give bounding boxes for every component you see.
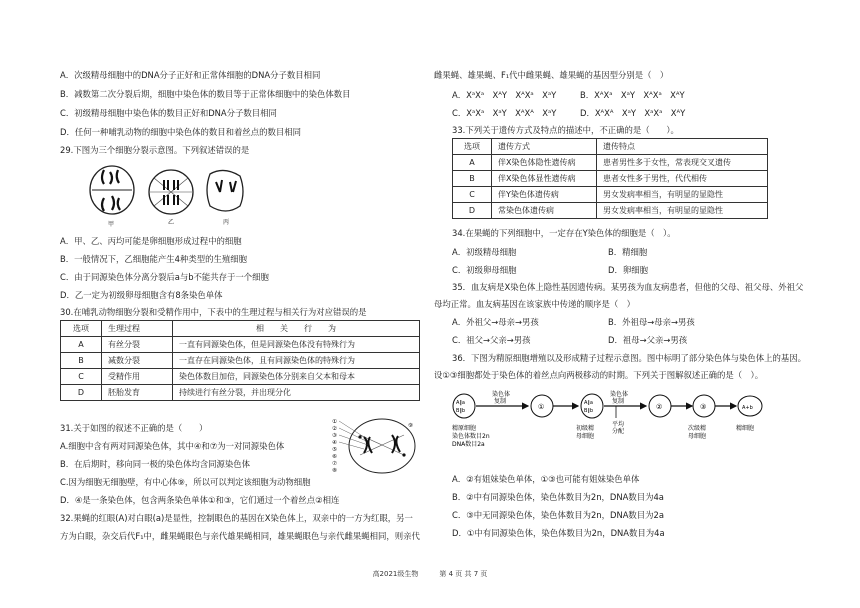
svg-text:A‖a: A‖a xyxy=(456,400,465,406)
table-row xyxy=(453,139,768,155)
table-cell: B xyxy=(453,171,492,187)
arrow3-label-1: 平均 xyxy=(612,421,625,428)
q29-option-b: B．一般情况下，乙细胞能产生4种类型的生殖细胞 xyxy=(60,254,247,264)
marker-8: ⑧ xyxy=(332,468,337,474)
marker-7: ⑦ xyxy=(332,461,337,467)
q34-option-a: A．初级精母细胞 xyxy=(452,247,517,257)
marker-2: ② xyxy=(332,426,337,432)
q32-option-d: D．XᴬXᴬ XᵃY XᵃXᵃ XᴬY xyxy=(580,108,686,118)
q36-spermatogenesis-diagram xyxy=(452,386,772,466)
q35-line-1: 35．血友病是X染色体上隐性基因遗传病。某男孩为血友病患者，但他的父母、祖父母、外祖父 xyxy=(452,282,804,292)
table-cell: 男女发病率相当，有明显的显隐性 xyxy=(597,203,768,219)
q28-option-c: C．初级精母细胞中染色体的数目正好和DNA分子数目相同 xyxy=(60,108,277,118)
table-cell: A xyxy=(453,155,492,171)
table-row xyxy=(61,353,420,369)
table-header-cell: 相 关 行 为 xyxy=(173,321,420,337)
q36-option-c: C．③中无同源染色体，染色体数目为2n，DNA数目为2a xyxy=(452,510,665,520)
q33-stem: 33.下列关于遗传方式及特点的描述中，不正确的是（ ）。 xyxy=(452,125,679,135)
svg-text:B‖b: B‖b xyxy=(456,408,466,414)
q32-line-1: 32.果蝇的红眼(A)对白眼(a)是显性，控制眼色的基因在X染色体上，双亲中的一方为红眼，另一 xyxy=(60,513,413,523)
q36-line-1: 36．下图为精原细胞增殖以及形成精子过程示意图。图中标明了部分染色体与染色体上的基因。 xyxy=(452,353,807,363)
table-cell: 伴X染色体显性遗传病 xyxy=(492,171,597,187)
table-cell: D xyxy=(61,385,102,401)
label-jia: 甲 xyxy=(108,221,115,228)
table-cell: A xyxy=(61,337,102,353)
label-bing: 丙 xyxy=(223,219,230,226)
arrow2-label-1: 染色体 xyxy=(610,391,629,398)
q28-option-a: A．次级精母细胞中的DNA分子正好和正常体细胞的DNA分子数目相同 xyxy=(60,70,321,80)
node-3: ③ xyxy=(700,403,707,411)
table-cell: 胚胎发育 xyxy=(102,385,173,401)
table-cell: 患者女性多于男性，代代相传 xyxy=(597,171,768,187)
secondary-label-2: 母细胞 xyxy=(688,433,707,440)
table-row xyxy=(453,155,768,171)
q29-cell-figures xyxy=(88,162,250,228)
table-header-cell: 遗传方式 xyxy=(492,139,597,155)
q34-option-d: D．卵细胞 xyxy=(608,265,648,275)
marker-6: ⑥ xyxy=(332,454,337,460)
arrow1-label-2: 复制 xyxy=(494,398,507,405)
q30-table xyxy=(60,320,420,401)
table-cell: 一直存在同源染色体，且有同源染色体的特殊行为 xyxy=(173,353,420,369)
q36-option-b: B．②中有同源染色体，染色体数目为2n，DNA数目为4a xyxy=(452,492,664,502)
q35-option-a: A．外祖父→母亲→男孩 xyxy=(452,317,539,327)
q34-stem: 34.在果蝇的下列细胞中，一定存在Y染色体的细胞是（ ）。 xyxy=(452,228,676,238)
q35-line-2: 母均正常。血友病基因在该家族中传递的顺序是（ ） xyxy=(434,299,635,309)
table-cell: 减数分裂 xyxy=(102,353,173,369)
start-label-1: 精原细胞 xyxy=(452,425,477,432)
q28-option-b: B．减数第二次分裂后期，细胞中染色体的数目等于正常体细胞中的染色体数目 xyxy=(60,89,351,99)
q31-option-b: B．在后期时，移向同一极的染色体均含同源染色体 xyxy=(60,459,250,469)
node-2: ② xyxy=(656,403,663,411)
table-row xyxy=(61,385,420,401)
sperm-label: 精细胞 xyxy=(736,425,755,432)
q31-cell-figure xyxy=(330,415,420,477)
q36-option-a: A．②有姐妹染色单体，①③也可能有姐妹染色单体 xyxy=(452,474,640,484)
table-cell: C xyxy=(453,187,492,203)
primary-label-2: 母细胞 xyxy=(576,433,595,440)
q35-option-d: D．祖母→父亲→男孩 xyxy=(608,335,688,345)
primary-label-1: 初级精 xyxy=(576,425,595,432)
svg-text:A∥a: A∥a xyxy=(584,400,593,406)
table-row xyxy=(453,187,768,203)
q29-option-d: D．乙一定为初级卵母细胞含有8条染色单体 xyxy=(60,290,223,300)
table-cell: 患者男性多于女性，常表现交叉遗传 xyxy=(597,155,768,171)
table-row xyxy=(61,321,420,337)
table-cell: 伴X染色体隐性遗传病 xyxy=(492,155,597,171)
q31-option-c: C.因为细胞无细胞壁，有中心体⑨，所以可以判定该细胞为动物细胞 xyxy=(60,477,311,487)
q34-option-b: B．精细胞 xyxy=(608,247,648,257)
table-cell: 常染色体遗传病 xyxy=(492,203,597,219)
table-cell: D xyxy=(453,203,492,219)
table-header-cell: 生理过程 xyxy=(102,321,173,337)
arrow2-label-2: 复制 xyxy=(612,398,625,405)
secondary-label-1: 次级精 xyxy=(688,425,707,432)
table-cell: 有丝分裂 xyxy=(102,337,173,353)
q32-option-c: C．XᵃXᵃ XᵃY XᴬXᴬ XᵃY xyxy=(452,108,557,118)
q32-line-2: 方为白眼，杂交后代F₁中，雌果蝇眼色与亲代雄果蝇相同，雄果蝇眼色与亲代雌果蝇相同，则亲代 xyxy=(60,531,420,541)
table-cell: 男女发病率相当，有明显的显隐性 xyxy=(597,187,768,203)
table-header-cell: 选项 xyxy=(61,321,102,337)
start-label-2: 染色体数目2n xyxy=(452,433,490,440)
table-cell: 持续进行有丝分裂，并出现分化 xyxy=(173,385,420,401)
q30-stem: 30.在哺乳动物细胞分裂和受精作用中，下表中的生理过程与相关行为对应错误的是 xyxy=(60,307,367,317)
q29-stem: 29.下图为三个细胞分裂示意图。下列叙述错误的是 xyxy=(60,145,250,155)
q36-option-d: D．①中有同源染色体，染色体数目为2n，DNA数目为4a xyxy=(452,528,665,538)
marker-4: ④ xyxy=(332,440,337,446)
q31-option-d: D．④是一条染色体，包含两条染色单体①和③，它们通过一个着丝点②相连 xyxy=(60,495,340,505)
table-header-cell: 遗传特点 xyxy=(597,139,768,155)
q35-option-c: C．祖父→父亲→男孩 xyxy=(452,335,531,345)
q32-option-b: B．XᴬXᵃ XᵃY XᴬXᵃ XᴬY xyxy=(580,90,685,100)
q32-continued: 雌果蝇、雄果蝇、F₁代中雌果蝇、雄果蝇的基因型分别是（ ） xyxy=(434,70,669,80)
q35-option-b: B．外祖母→母亲→男孩 xyxy=(608,317,695,327)
label-yi: 乙 xyxy=(168,219,175,226)
q36-line-2: 设①③细胞都处于染色体的着丝点向两极移动的时期。下列关于图解叙述正确的是（ ）。 xyxy=(434,370,764,380)
marker-9: ⑨ xyxy=(408,423,413,429)
table-row xyxy=(61,369,420,385)
table-cell: B xyxy=(61,353,102,369)
q32-option-a: A．XᵃXᵃ XᴬY XᴬXᵃ XᵃY xyxy=(452,90,557,100)
table-row xyxy=(61,337,420,353)
marker-3: ③ xyxy=(332,433,337,439)
q29-option-c: C．由于同源染色体分离分裂后a与b不能共存于一个细胞 xyxy=(60,272,269,282)
table-cell: 伴Y染色体遗传病 xyxy=(492,187,597,203)
q29-option-a: A．甲、乙、丙均可能是卵细胞形成过程中的细胞 xyxy=(60,236,242,246)
arrow3-label-2: 分配 xyxy=(612,428,625,435)
table-row xyxy=(453,203,768,219)
table-header-cell: 选项 xyxy=(453,139,492,155)
cell-jia xyxy=(90,166,134,214)
q31-option-a: A.细胞中含有两对同源染色体，其中④和⑦为一对同源染色体 xyxy=(60,441,285,451)
svg-text:A+b: A+b xyxy=(742,405,753,411)
marker-5: ⑤ xyxy=(332,447,337,453)
marker-1: ① xyxy=(332,419,337,425)
node-1: ① xyxy=(538,403,545,411)
q34-option-c: C．初级卵母细胞 xyxy=(452,265,517,275)
svg-text:B∥b: B∥b xyxy=(584,408,594,414)
q28-option-d: D．任何一种哺乳动物的细胞中染色体的数目和着丝点的数目相同 xyxy=(60,127,301,137)
start-label-3: DNA数目2a xyxy=(452,441,485,448)
cell-bing xyxy=(207,170,243,211)
q33-table xyxy=(452,138,768,219)
table-cell: C xyxy=(61,369,102,385)
table-row xyxy=(453,171,768,187)
table-cell: 受精作用 xyxy=(102,369,173,385)
q31-stem: 31.关于如图的叙述不正确的是（ ） xyxy=(60,423,208,433)
arrow1-label-1: 染色体 xyxy=(492,391,511,398)
cell-yi xyxy=(149,170,193,214)
table-cell: 染色体数目加倍，同源染色体分别来自父本和母本 xyxy=(173,369,420,385)
page-footer: 高2021级生物 第 4 页 共 7 页 xyxy=(372,570,488,578)
table-cell: 一直有同源染色体，但是同源染色体没有特殊行为 xyxy=(173,337,420,353)
